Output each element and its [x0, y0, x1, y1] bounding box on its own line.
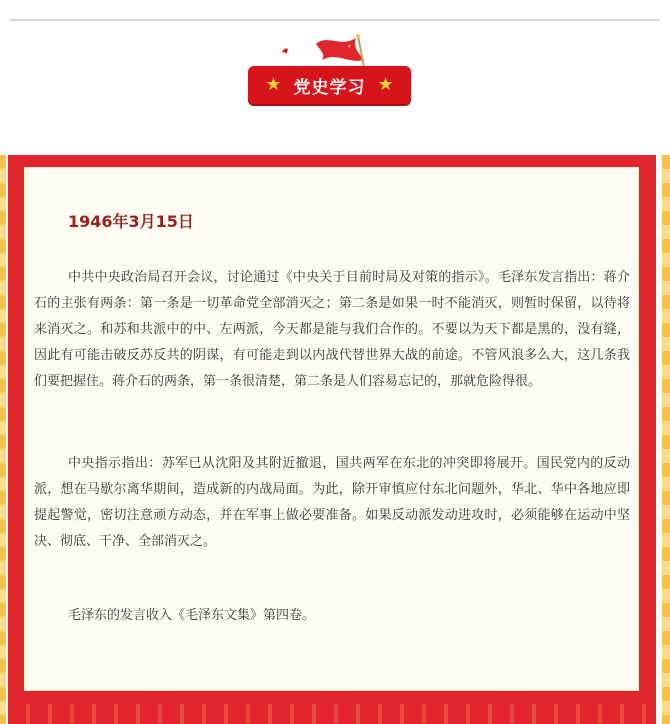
- article-paragraph-1: 中共中央政治局召开会议，讨论通过《中央关于目前时局及对策的指示》。毛泽东发言指出：蒋介石的主张有两条：第一条是一切革命党全部消灭之；第二条是如果一时不能消灭，则暂时保留，以待将来消灭之。和苏和共派中的中、左两派，今天都是能与我们合作的。不要以为天下都是黑的，没有缝，因此有可能击破反苏反共的阴谋，有可能走到以内战代替世界大战的前途。不管风浪多么大，这几条我们要把握住。蒋介石的两条，第一条很清楚，第二条是人们容易忘记的，那就危险得很。: [34, 270, 630, 389]
- frame-left-stripe: [0, 155, 6, 724]
- frame-bottom-band: [8, 704, 656, 724]
- star-icon: ★: [377, 74, 394, 95]
- section-badge: [248, 66, 411, 104]
- dove-icon: [282, 48, 288, 54]
- top-divider: [10, 19, 660, 21]
- section-title: 党史学习: [293, 77, 366, 98]
- article-paragraph-3: 毛泽东的发言收入《毛泽东文集》第四卷。: [68, 608, 316, 623]
- frame-right-stripe: [662, 155, 670, 724]
- article-paragraph-2: 中央指示指出：苏军已从沈阳及其附近撤退，国共两军在东北的冲突即将展开。国民党内的反动派，想在马歇尔离华期间，造成新的内战局面。为此，除开审慎应付东北问题外，华北、华中各地应即提起警觉，密切注意顽方动态，并在军事上做必要准备。如果反动派发动进攻时，必须能够在运动中坚决、彻底、干净、全部消灭之。: [34, 456, 630, 549]
- article-date: 1946年3月15日: [68, 212, 194, 231]
- star-icon: ★: [265, 74, 282, 95]
- red-flag-icon: [276, 30, 376, 70]
